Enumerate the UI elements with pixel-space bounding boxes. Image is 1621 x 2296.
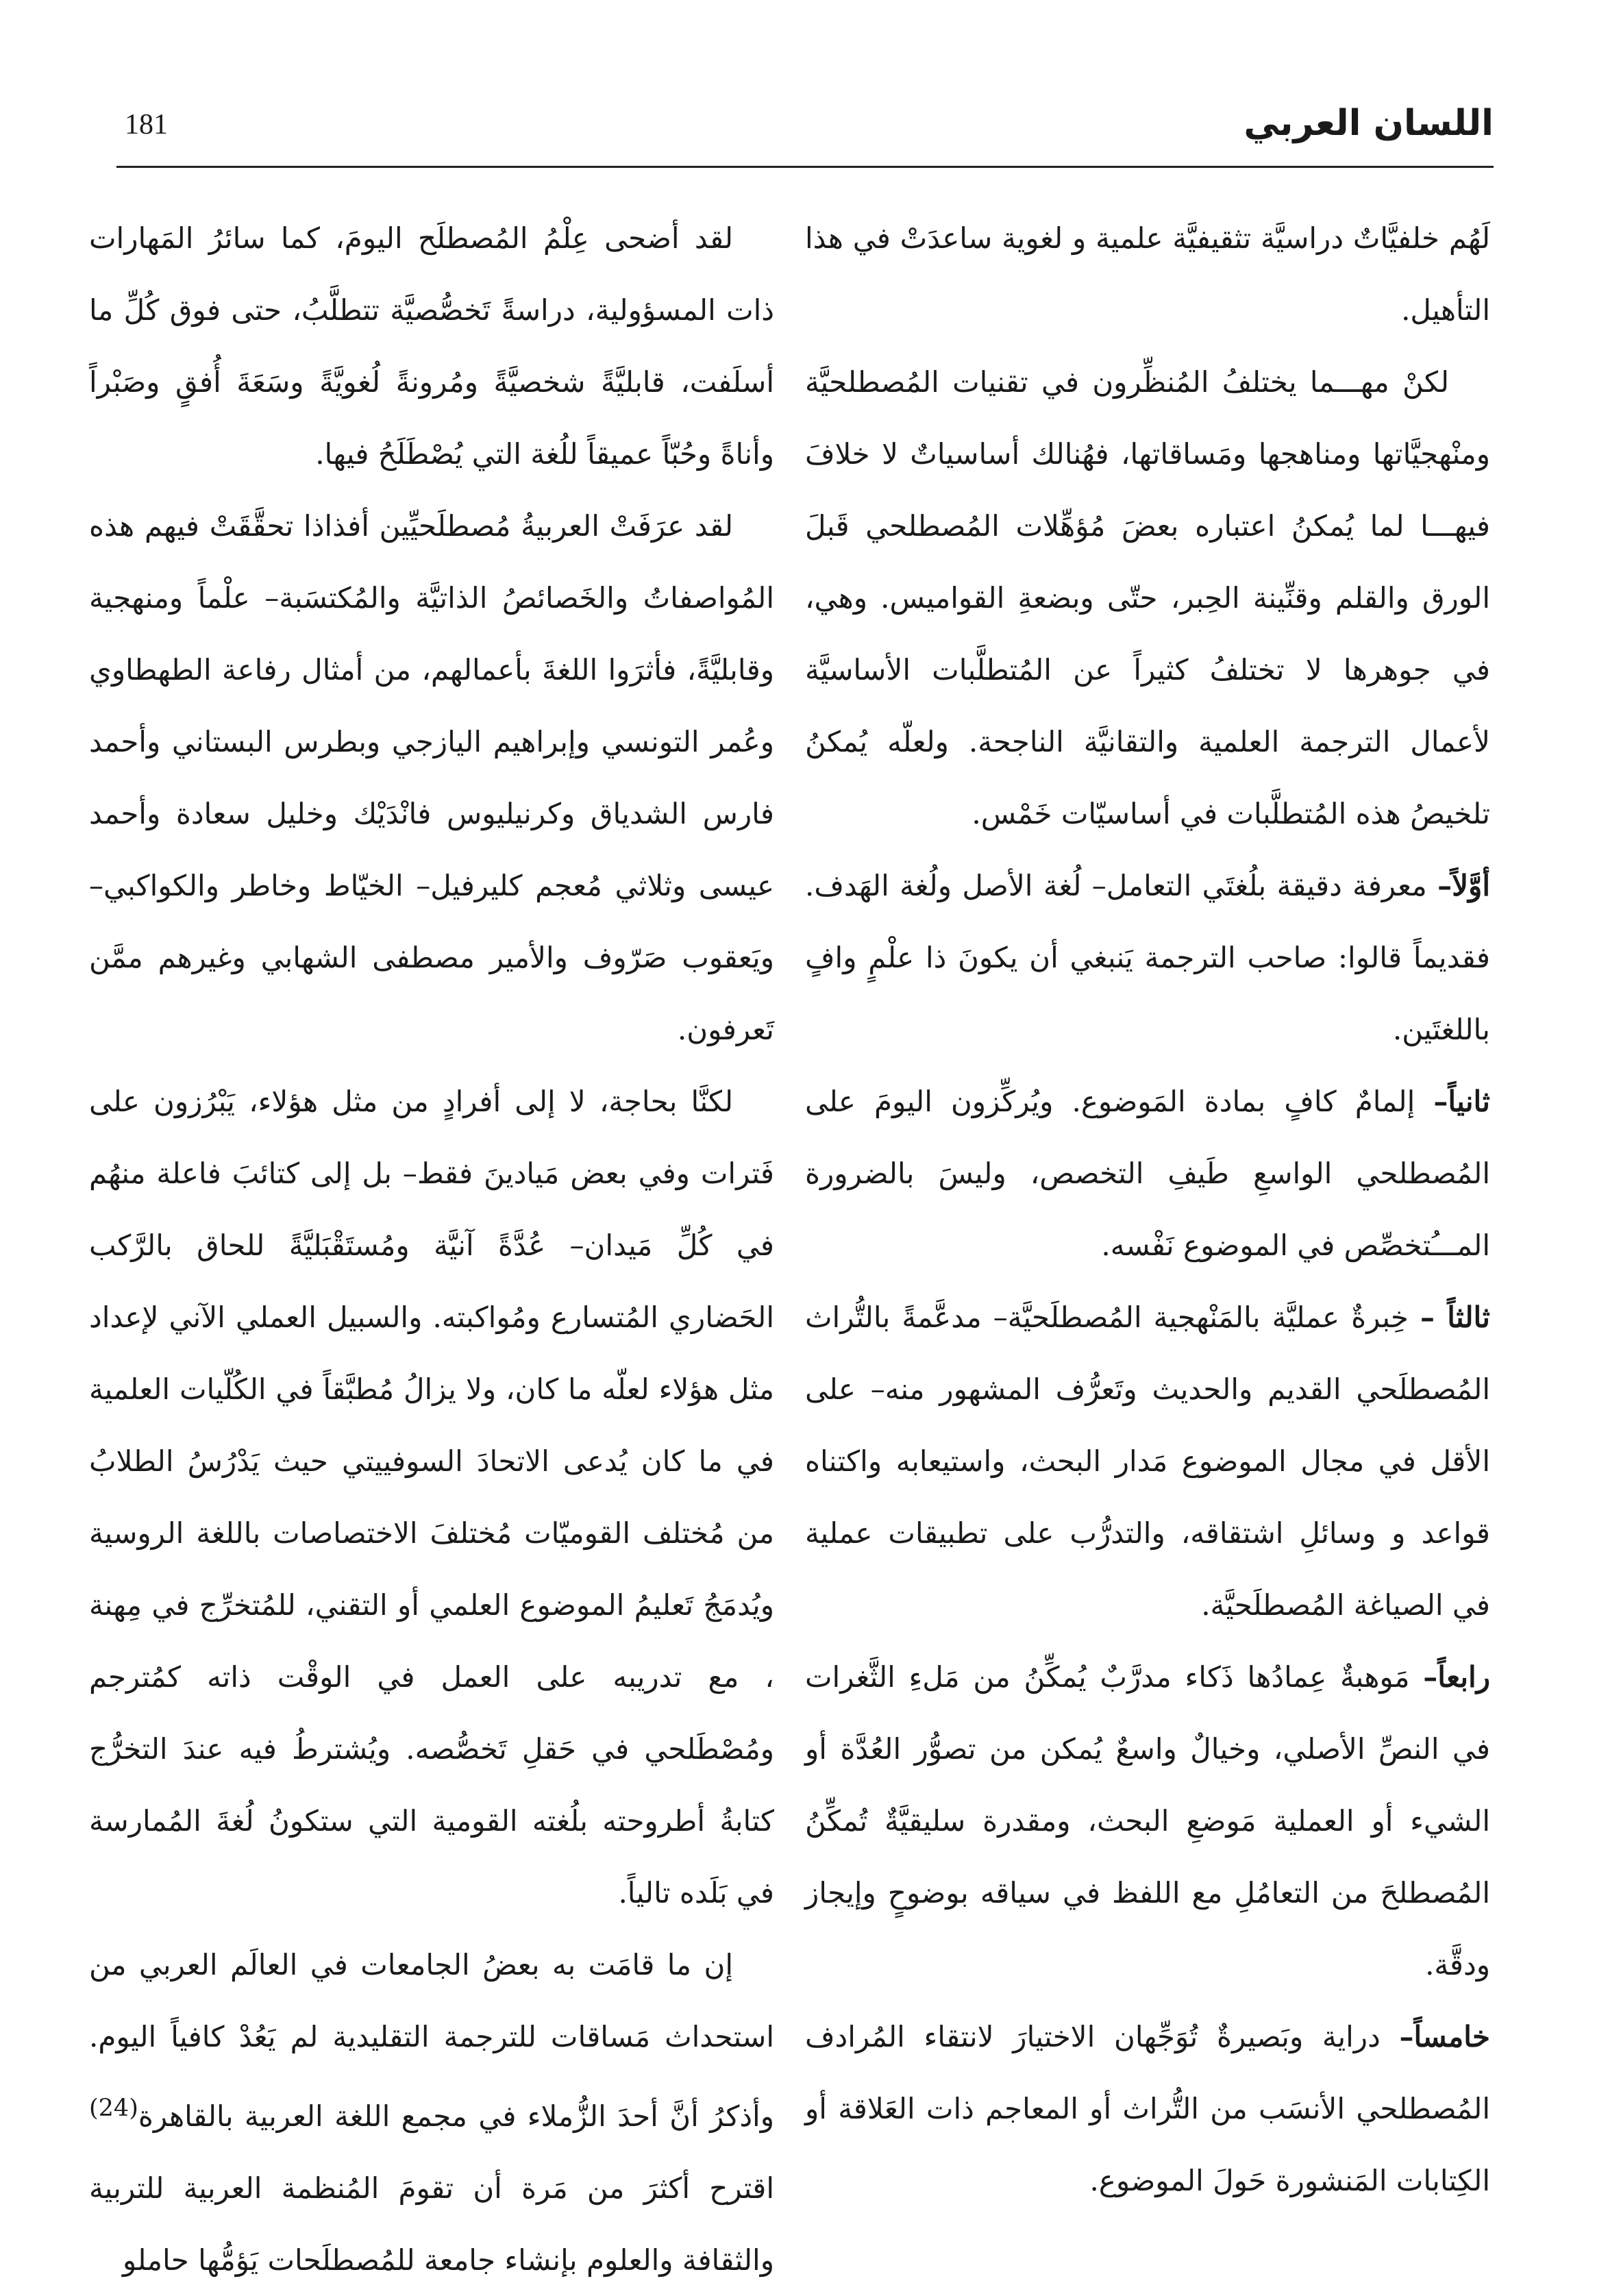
list-item xyxy=(805,2001,1490,2217)
paragraph: لكنَّا بحاجة، لا إلى أفرادٍ من مثل هؤلاء، يَبْرُزون على فَترات وفي بعض مَيادينَ فقط– بل إلى كتائبَ فاعلة منهُم في كُلِّ مَيدان– عُدَّةً آنيَّة ومُستَقْبَليَّةً للحاق بالرَّكب الحَضاري المُتسارع ومُواكبته. والسبيل العملي الآني لإعداد مثل هؤلاء لعلّه ما كان، ولا يزالُ مُطبَّقاً في الكُلّيات العلمية في ما كان يُدعى الاتحادَ السوفييتي حيث يَدْرُسُ الطلابُ من مُختلف القوميّات مُختلفَ الاختصاصات باللغة الروسية ويُدمَجُ تَعليمُ الموضوع العلمي أو التقني، للمُتخرِّج في مِهنة ، مع تدريبه على العمل في الوقْت ذاته كمُترجم ومُصْطَلحي في حَقلِ تَخصُّصه. ويُشترطُ فيه عندَ التخرُّج كتابةُ أطروحته بلُغته القومية التي ستكونُ لُغةَ المُمارسة في بَلَده تالياً. xyxy=(89,1085,774,1910)
page-header xyxy=(116,103,1494,164)
left-column xyxy=(89,202,774,2296)
header-rule xyxy=(116,166,1494,168)
paragraph: لكنْ مهـــما يختلفُ المُنظِّرون في تقنيات المُصطلحيَّة ومنْهجيَّاتها ومناهجها ومَساقاتها، فهُنالك أساسياتٌ لا خلافَ فيهـــا لما يُمكنُ اعتباره بعضَ مُؤهِّلات المُصطلحي قَبلَ الورق والقلم وقنِّينة الحِبر، حتّى وبضعةِ القواميس. وهي، في جوهرها لا تختلفُ كثيراً عن المُتطلَّبات الأساسيَّة لأعمال الترجمة العلمية والتقانيَّة الناجحة. ولعلّه يُمكنُ تلخيصُ هذه المُتطلَّبات في أساسيّات خَمْس. xyxy=(805,365,1490,830)
page-number: 181 xyxy=(125,109,168,140)
item-lead: رابعاً– xyxy=(1423,1660,1490,1694)
item-lead: ثانياً– xyxy=(1433,1085,1490,1118)
paragraph: لقد أضحى عِلْمُ المُصطلَح اليومَ، كما سائرُ المَهارات ذات المسؤولية، دراسةً تَخصُّصيَّة تتطلَّبُ، حتى فوق كُلِّ ما أسلَفت، قابليَّةً شخصيَّةً ومُرونةً لُغويَّةً وسَعَةَ أُفقٍ وصَبْراً وأناةً وحُبّاً عميقاً للُغة التي يُصْطَلَحُ فيها. xyxy=(89,221,774,471)
list-item xyxy=(805,1065,1490,1281)
paragraph-text: اقترح أكثرَ من مَرة أن تقومَ المُنظمة العربية للتربية والثقافة والعلوم بإنشاء جامعة للمُصطلَحات يَؤمُّها حاملو xyxy=(89,2171,774,2277)
item-text: إلمامٌ كافٍ بمادة المَوضوع. ويُركِّزون اليومَ على المُصطلحي الواسعِ طَيفِ التخصص، وليسَ بالضرورة المـــُتخصِّص في الموضوع نَفْسه. xyxy=(805,1085,1490,1262)
item-text: مَوهبةٌ عِمادُها ذَكاء مدرَّبٌ يُمكِّنُ من مَلءِ الثَّغرات في النصِّ الأصلي، وخيالٌ واسعٌ يُمكن من تصوُّر العُدَّة أو الشيء أو العملية مَوضعِ البحث، ومقدرة سليقيَّةٌ تُمكِّنُ المُصطلحَ من التعامُلِ مع اللفظ في سياقه بوضوحٍ وإيجاز ودقَّة. xyxy=(805,1660,1490,1982)
list-item xyxy=(805,1281,1490,1641)
paragraph-text: إن ما قامَت به بعضُ الجامعات في العالَم العربي من استحداث مَساقات للترجمة التقليدية لم يَعُدْ كافياً اليوم. وأذكرُ أنَّ أحدَ الزُّملاء في مجمع اللغة العربية بالقاهرة xyxy=(89,1948,774,2133)
list-item xyxy=(805,1641,1490,2001)
item-text: معرفة دقيقة بلُغتَي التعامل– لُغة الأصل ولُغة الهَدف. فقديماً قالوا: صاحب الترجمة يَنبغي أن يكونَ ذا علْمٍ وافٍ باللغتَين. xyxy=(805,869,1490,1046)
paragraph: لقد عرَفَتْ العربيةُ مُصطلَحيِّين أفذاذا تحقَّقَتْ فيهم هذه المُواصفاتُ والخَصائصُ الذاتيَّة والمُكتسَبة– علْماً ومنهجية وقابليَّةً، فأثرَوا اللغةَ بأعمالهم، من أمثال رفاعة الطهطاوي وعُمر التونسي وإبراهيم اليازجي وبطرس البستاني وأحمد فارس الشدياق وكرنيليوس فانْدَيْك وخليل سعادة وأحمد عيسى وثلاثي مُعجم كليرفيل– الخيّاط وخاطر والكواكبي– ويَعقوب صَرّوف والأمير مصطفى الشهابي وغيرهم ممَّن تَعرفون. xyxy=(89,509,774,1046)
list-item xyxy=(805,850,1490,1065)
item-lead: أوَّلاً– xyxy=(1437,869,1490,902)
journal-title: اللسان العربي xyxy=(1243,103,1494,144)
item-lead: خامساً– xyxy=(1399,2020,1490,2053)
paragraph: لَهُم خلفيَّاتٌ دراسيَّة تثقيفيَّة علمية و لغوية ساعدَتْ في هذا التأهيل. xyxy=(805,221,1490,327)
right-column xyxy=(805,202,1490,2217)
item-text: خِبرةٌ عمليَّة بالمَنْهجية المُصطلَحيَّة– مدعَّمةً بالتُّراث المُصطلَحي القديم والحديث وتَعرُّف المشهور منه– على الأقل في مجال الموضوع مَدار البحث، واستيعابه واكتناه قواعد و وسائلِ اشتقاقه، والتدرُّب على تطبيقات عملية في الصياغة المُصطلَحيَّة. xyxy=(805,1300,1490,1622)
footnote-reference: (24) xyxy=(89,2095,138,2122)
paragraph xyxy=(89,1929,774,2296)
item-text: دراية وبَصيرةٌ تُوَجِّهان الاختيارَ لانتقاء المُرادف المُصطلحي الأنسَب من التُّراث أو المعاجم ذات العَلاقة أو الكِتابات المَنشورة حَولَ الموضوع. xyxy=(805,2020,1490,2197)
item-lead: ثالثاً – xyxy=(1420,1300,1490,1334)
